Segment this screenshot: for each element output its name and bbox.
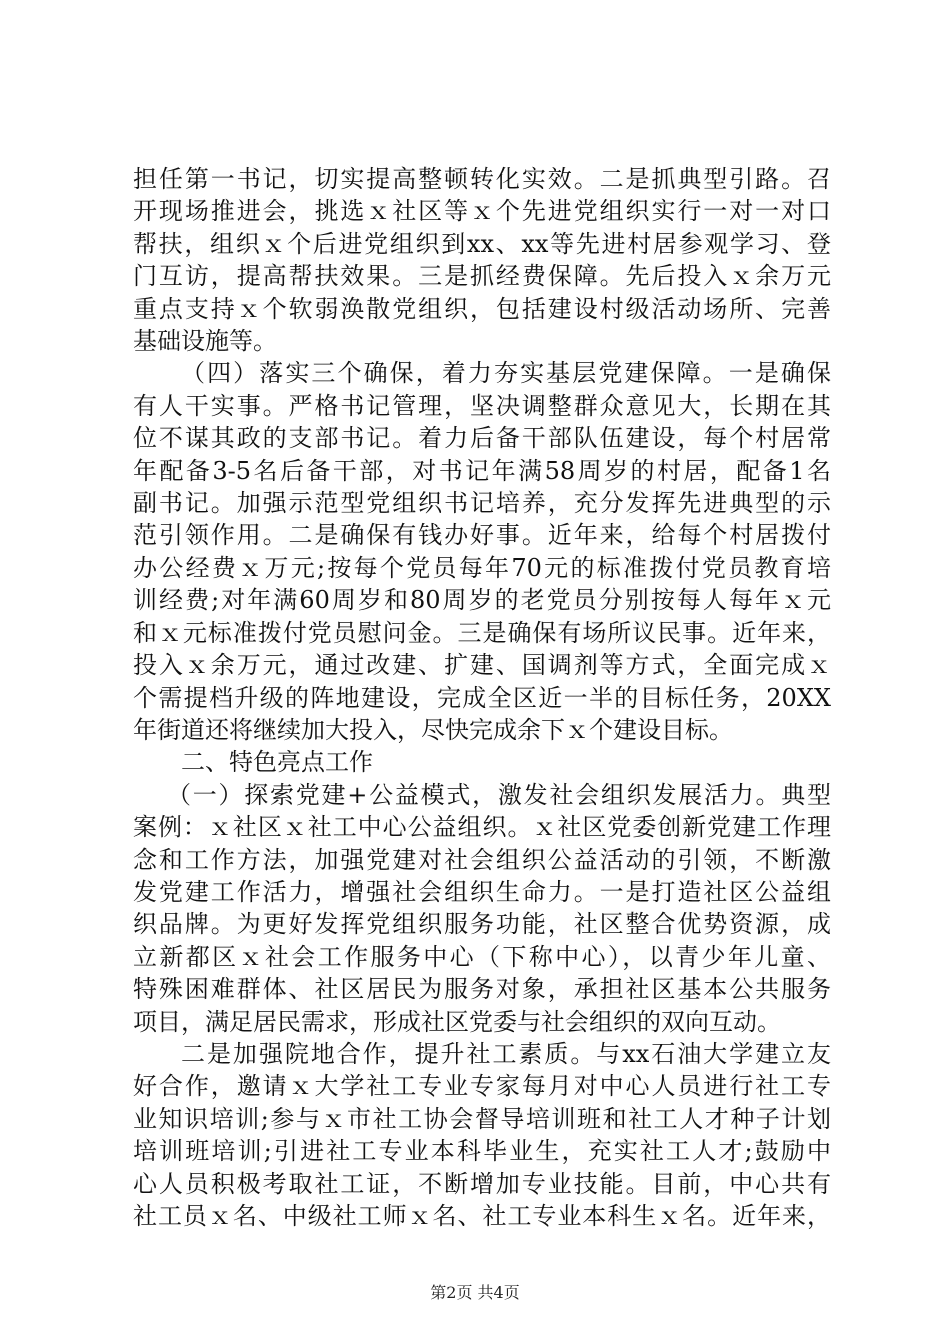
text-line: （四）落实三个确保，着力夯实基层党建保障。一是确保: [181, 359, 831, 388]
text-line: 开现场推进会，挑选ｘ社区等ｘ个先进党组织实行一对一对口: [133, 197, 831, 226]
text-line: 训经费;对年满60周岁和80周岁的老党员分别按每人每年ｘ元: [133, 586, 831, 615]
text-line: 担任第一书记，切实提高整顿转化实效。二是抓典型引路。召: [133, 165, 831, 193]
text-line: 和ｘ元标准拨付党员慰问金。三是确保有场所议民事。近年来，: [133, 618, 831, 647]
text-line: 年配备3-5名后备干部，对书记年满58周岁的村居，配备1名: [133, 456, 831, 485]
text-line: 业知识培训;参与ｘ市社工协会督导培训班和社工人才种子计划: [133, 1104, 831, 1133]
text-line: 心人员积极考取社工证，不断增加专业技能。目前，中心共有: [133, 1169, 831, 1198]
section-heading: [133, 746, 831, 778]
text-line: 副书记。加强示范型党组织书记培养，充分发挥先进典型的示: [133, 489, 831, 518]
paragraph-cooperation: [133, 1038, 831, 1232]
text-line: 发党建工作活力，增强社会组织生命力。一是打造社区公益组: [133, 877, 831, 906]
text-line: 位不谋其政的支部书记。着力后备干部队伍建设，每个村居常: [133, 424, 831, 453]
text-line: 基础设施等。: [133, 327, 277, 356]
text-line: 好合作，邀请ｘ大学社工专业专家每月对中心人员进行社工专: [133, 1072, 831, 1101]
text-line: 案例：ｘ社区ｘ社工中心公益组织。ｘ社区党委创新党建工作理: [133, 813, 831, 842]
text-line: 办公经费ｘ万元;按每个党员每年70元的标准拨付党员教育培: [133, 553, 831, 582]
text-line: 立新都区ｘ社会工作服务中心（下称中心），以青少年儿童、: [133, 942, 831, 971]
text-line: （一）探索党建+公益模式，激发社会组织发展活力。典型: [167, 780, 831, 809]
page-number: 第2页 共4页: [430, 1283, 520, 1302]
text-line: 重点支持ｘ个软弱涣散党组织，包括建设村级活动场所、完善: [133, 294, 831, 323]
document-body: [133, 163, 831, 1232]
text-line: 二是加强院地合作，提升社工素质。与xx石油大学建立友: [181, 1039, 831, 1068]
text-line: 有人干实事。严格书记管理，坚决调整群众意见大，长期在其: [133, 391, 831, 420]
heading-line: 二、特色亮点工作: [181, 748, 373, 777]
text-line: 范引领作用。二是确保有钱办好事。近年来，给每个村居拨付: [133, 521, 831, 550]
text-line: 个需提档升级的阵地建设，完成全区近一半的目标任务，20XX: [133, 683, 831, 712]
text-line: 门互访，提高帮扶效果。三是抓经费保障。先后投入ｘ余万元: [133, 262, 831, 291]
text-line: 特殊困难群体、社区居民为服务对象，承担社区基本公共服务: [133, 975, 831, 1004]
text-line: 培训班培训;引进社工专业本科毕业生，充实社工人才;鼓励中: [133, 1137, 831, 1166]
text-line: 帮扶，组织ｘ个后进党组织到xx、xx等先进村居参观学习、登: [133, 229, 831, 258]
paragraph-section-four: [133, 357, 831, 746]
text-line: 织品牌。为更好发挥党组织服务功能，社区整合优势资源，成: [133, 910, 831, 939]
paragraph-continuation: [133, 163, 831, 357]
text-line: 投入ｘ余万元，通过改建、扩建、国调剂等方式，全面完成ｘ: [133, 651, 831, 680]
text-line: 社工员ｘ名、中级社工师ｘ名、社工专业本科生ｘ名。近年来，: [133, 1202, 831, 1230]
paragraph-highlight-one: [133, 779, 831, 1038]
text-line: 念和工作方法，加强党建对社会组织公益活动的引领，不断激: [133, 845, 831, 874]
page-footer: [0, 1283, 950, 1303]
text-line: 项目，满足居民需求，形成社区党委与社会组织的双向互动。: [133, 1007, 781, 1036]
text-line: 年街道还将继续加大投入，尽快完成余下ｘ个建设目标。: [133, 715, 733, 744]
